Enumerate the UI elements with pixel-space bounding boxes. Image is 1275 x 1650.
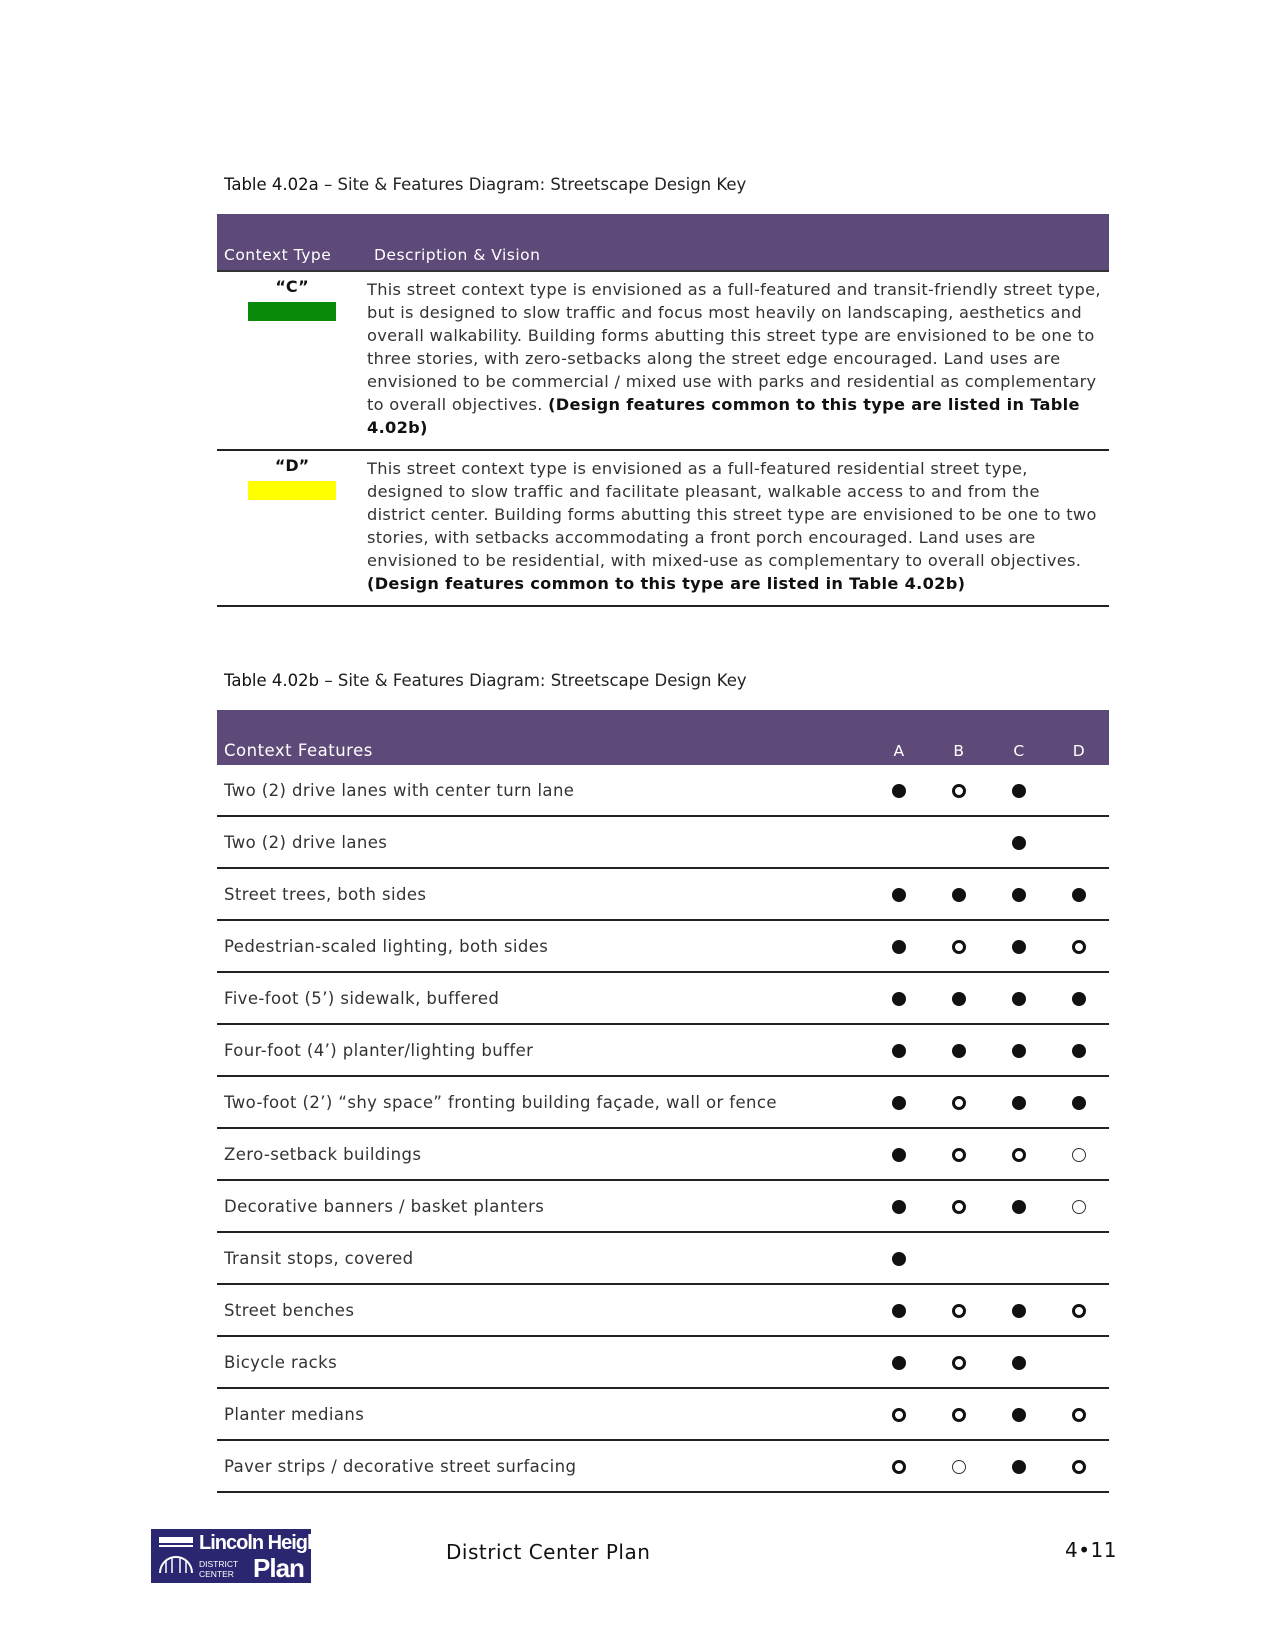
filled-dot-icon xyxy=(1012,992,1026,1006)
feature-label: Two (2) drive lanes xyxy=(217,816,869,868)
column-c-header: C xyxy=(989,710,1049,765)
feature-label: Bicycle racks xyxy=(217,1336,869,1388)
context-type-label: “D” xyxy=(274,456,310,475)
ring-dot-icon xyxy=(892,1408,906,1422)
ring-dot-icon xyxy=(1072,1408,1086,1422)
logo-title: Lincoln Heights xyxy=(199,1532,334,1554)
filled-dot-icon xyxy=(1072,992,1086,1006)
column-a-header: A xyxy=(869,710,929,765)
mark-cell-a xyxy=(869,1128,929,1180)
mark-cell-b xyxy=(929,1440,989,1492)
table-b-caption-number: Table 4.02b xyxy=(224,671,320,690)
mark-cell-d xyxy=(1049,1388,1109,1440)
mark-cell-a xyxy=(869,1076,929,1128)
mark-cell-c xyxy=(989,1024,1049,1076)
ring-dot-icon xyxy=(1072,940,1086,954)
table-a-caption-text: – Site & Features Diagram: Streetscape Design Key xyxy=(318,175,747,194)
mark-cell-c xyxy=(989,1128,1049,1180)
column-b-header: B xyxy=(929,710,989,765)
filled-dot-icon xyxy=(1012,1304,1026,1318)
description-note: (Design features common to this type are listed in Table 4.02b) xyxy=(367,574,966,593)
description-text: This street context type is envisioned as a full-featured and transit-friendly street type, but is designed to slow traffic and focus most heavily on landscaping, aesthetics and overall walkability. Building forms abutting this street type are envisioned to be one to three stories, with zero-setbacks along the street edge encouraged. Land uses are envisioned to be commercial / mixed use with parks and residential as complementary to overall objectives. xyxy=(367,280,1101,414)
mark-cell-d xyxy=(1049,1232,1109,1284)
description-header: Description & Vision xyxy=(367,214,1109,271)
filled-dot-icon xyxy=(892,1356,906,1370)
mark-cell-c xyxy=(989,1232,1049,1284)
filled-dot-icon xyxy=(1072,1044,1086,1058)
mark-cell-d xyxy=(1049,1076,1109,1128)
filled-dot-icon xyxy=(952,1044,966,1058)
context-features-header: Context Features xyxy=(217,710,869,765)
features-table-body xyxy=(217,765,1109,1492)
mark-cell-b xyxy=(929,1076,989,1128)
feature-label: Five-foot (5’) sidewalk, buffered xyxy=(217,972,869,1024)
mark-cell-a xyxy=(869,1388,929,1440)
mark-cell-c xyxy=(989,1388,1049,1440)
table-b-caption-text: – Site & Features Diagram: Streetscape Design Key xyxy=(319,671,747,690)
filled-dot-icon xyxy=(1012,784,1026,798)
filled-dot-icon xyxy=(1012,1408,1026,1422)
filled-dot-icon xyxy=(952,888,966,902)
open-circle-icon xyxy=(1072,1148,1086,1162)
context-row xyxy=(217,450,1109,606)
logo-subtitle-district: DISTRICT xyxy=(199,1559,239,1569)
ring-dot-icon xyxy=(952,940,966,954)
context-type-header: Context Type xyxy=(217,214,367,271)
ring-dot-icon xyxy=(952,1304,966,1318)
logo-plan: Plan xyxy=(253,1553,304,1583)
feature-row xyxy=(217,972,1109,1024)
feature-label: Street benches xyxy=(217,1284,869,1336)
feature-row xyxy=(217,1284,1109,1336)
mark-cell-d xyxy=(1049,920,1109,972)
mark-cell-c xyxy=(989,765,1049,816)
logo-subtitle xyxy=(199,1559,238,1579)
mark-cell-d xyxy=(1049,1128,1109,1180)
context-table-body xyxy=(217,271,1109,606)
mark-cell-c xyxy=(989,1076,1049,1128)
description-cell xyxy=(367,271,1109,450)
mark-cell-b xyxy=(929,1024,989,1076)
filled-dot-icon xyxy=(892,992,906,1006)
context-color-swatch xyxy=(248,481,336,500)
filled-dot-icon xyxy=(1012,1356,1026,1370)
feature-row xyxy=(217,1180,1109,1232)
feature-row xyxy=(217,1388,1109,1440)
mark-cell-d xyxy=(1049,1284,1109,1336)
feature-label: Zero-setback buildings xyxy=(217,1128,869,1180)
context-row xyxy=(217,271,1109,450)
table-b-caption xyxy=(224,671,747,690)
mark-cell-a xyxy=(869,816,929,868)
filled-dot-icon xyxy=(892,1200,906,1214)
mark-cell-c xyxy=(989,868,1049,920)
description-note: (Design features common to this type are listed in Table 4.02b) xyxy=(367,395,1080,437)
ring-dot-icon xyxy=(952,784,966,798)
filled-dot-icon xyxy=(892,784,906,798)
mark-cell-b xyxy=(929,1388,989,1440)
filled-dot-icon xyxy=(892,1044,906,1058)
ring-dot-icon xyxy=(952,1356,966,1370)
feature-row xyxy=(217,868,1109,920)
column-d-header: D xyxy=(1049,710,1109,765)
mark-cell-d xyxy=(1049,816,1109,868)
filled-dot-icon xyxy=(1012,1044,1026,1058)
mark-cell-a xyxy=(869,1440,929,1492)
context-color-swatch xyxy=(248,302,336,321)
ring-dot-icon xyxy=(952,1096,966,1110)
footer-title: District Center Plan xyxy=(446,1540,651,1564)
mark-cell-b xyxy=(929,920,989,972)
filled-dot-icon xyxy=(1072,888,1086,902)
feature-label: Two (2) drive lanes with center turn lane xyxy=(217,765,869,816)
spokane-seal-icon xyxy=(156,1535,196,1577)
filled-dot-icon xyxy=(1012,940,1026,954)
filled-dot-icon xyxy=(1012,1200,1026,1214)
mark-cell-d xyxy=(1049,972,1109,1024)
table-a-caption-number: Table 4.02a xyxy=(224,175,319,194)
filled-dot-icon xyxy=(892,1096,906,1110)
ring-dot-icon xyxy=(952,1148,966,1162)
mark-cell-a xyxy=(869,1336,929,1388)
feature-row xyxy=(217,1232,1109,1284)
mark-cell-a xyxy=(869,920,929,972)
mark-cell-a xyxy=(869,868,929,920)
open-circle-icon xyxy=(952,1460,966,1474)
open-circle-icon xyxy=(1072,1200,1086,1214)
filled-dot-icon xyxy=(1072,1096,1086,1110)
ring-dot-icon xyxy=(1012,1148,1026,1162)
mark-cell-b xyxy=(929,816,989,868)
feature-row xyxy=(217,816,1109,868)
filled-dot-icon xyxy=(892,888,906,902)
feature-label: Pedestrian-scaled lighting, both sides xyxy=(217,920,869,972)
feature-label: Paver strips / decorative street surfacing xyxy=(217,1440,869,1492)
feature-label: Decorative banners / basket planters xyxy=(217,1180,869,1232)
filled-dot-icon xyxy=(892,940,906,954)
feature-label: Street trees, both sides xyxy=(217,868,869,920)
mark-cell-d xyxy=(1049,868,1109,920)
context-type-cell xyxy=(217,450,367,606)
mark-cell-b xyxy=(929,868,989,920)
filled-dot-icon xyxy=(1012,1096,1026,1110)
feature-row xyxy=(217,1128,1109,1180)
mark-cell-b xyxy=(929,765,989,816)
context-type-label: “C” xyxy=(275,277,309,296)
mark-cell-c xyxy=(989,1180,1049,1232)
mark-cell-b xyxy=(929,1128,989,1180)
filled-dot-icon xyxy=(1012,1460,1026,1474)
mark-cell-b xyxy=(929,1232,989,1284)
features-table-header xyxy=(217,710,1109,765)
feature-row xyxy=(217,1336,1109,1388)
mark-cell-a xyxy=(869,1232,929,1284)
mark-cell-b xyxy=(929,972,989,1024)
feature-row xyxy=(217,1440,1109,1492)
description-text: This street context type is envisioned as a full-featured residential street type, designed to slow traffic and facilitate pleasant, walkable access to and from the district center. Building forms abutting this street type are envisioned to be one to two stories, with setbacks accommodating a front porch encouraged. Land uses are envisioned to be residential, with mixed-use as complementary to overall objectives. xyxy=(367,459,1097,570)
filled-dot-icon xyxy=(1012,888,1026,902)
mark-cell-d xyxy=(1049,765,1109,816)
mark-cell-c xyxy=(989,920,1049,972)
mark-cell-d xyxy=(1049,1024,1109,1076)
table-a-caption xyxy=(224,175,746,194)
feature-row xyxy=(217,765,1109,816)
feature-row xyxy=(217,1076,1109,1128)
mark-cell-c xyxy=(989,1440,1049,1492)
mark-cell-a xyxy=(869,1024,929,1076)
feature-row xyxy=(217,1024,1109,1076)
context-features-table xyxy=(217,710,1109,1493)
mark-cell-b xyxy=(929,1284,989,1336)
feature-label: Four-foot (4’) planter/lighting buffer xyxy=(217,1024,869,1076)
feature-row xyxy=(217,920,1109,972)
filled-dot-icon xyxy=(892,1148,906,1162)
context-type-table xyxy=(217,214,1109,607)
filled-dot-icon xyxy=(892,1252,906,1266)
feature-label: Transit stops, covered xyxy=(217,1232,869,1284)
mark-cell-c xyxy=(989,1284,1049,1336)
mark-cell-d xyxy=(1049,1440,1109,1492)
mark-cell-d xyxy=(1049,1180,1109,1232)
description-cell xyxy=(367,450,1109,606)
ring-dot-icon xyxy=(1072,1304,1086,1318)
ring-dot-icon xyxy=(952,1200,966,1214)
feature-label: Planter medians xyxy=(217,1388,869,1440)
mark-cell-a xyxy=(869,1284,929,1336)
mark-cell-c xyxy=(989,972,1049,1024)
page-number: 4•11 xyxy=(1065,1538,1117,1562)
mark-cell-a xyxy=(869,1180,929,1232)
mark-cell-c xyxy=(989,816,1049,868)
context-table-header xyxy=(217,214,1109,271)
context-type-cell xyxy=(217,271,367,450)
mark-cell-c xyxy=(989,1336,1049,1388)
mark-cell-b xyxy=(929,1180,989,1232)
logo-subtitle-center: CENTER xyxy=(199,1569,234,1579)
filled-dot-icon xyxy=(952,992,966,1006)
filled-dot-icon xyxy=(892,1304,906,1318)
mark-cell-d xyxy=(1049,1336,1109,1388)
filled-dot-icon xyxy=(1012,836,1026,850)
ring-dot-icon xyxy=(1072,1460,1086,1474)
mark-cell-a xyxy=(869,765,929,816)
ring-dot-icon xyxy=(892,1460,906,1474)
ring-dot-icon xyxy=(952,1408,966,1422)
lincoln-heights-logo xyxy=(151,1529,334,1583)
mark-cell-b xyxy=(929,1336,989,1388)
feature-label: Two-foot (2’) “shy space” fronting building façade, wall or fence xyxy=(217,1076,869,1128)
mark-cell-a xyxy=(869,972,929,1024)
